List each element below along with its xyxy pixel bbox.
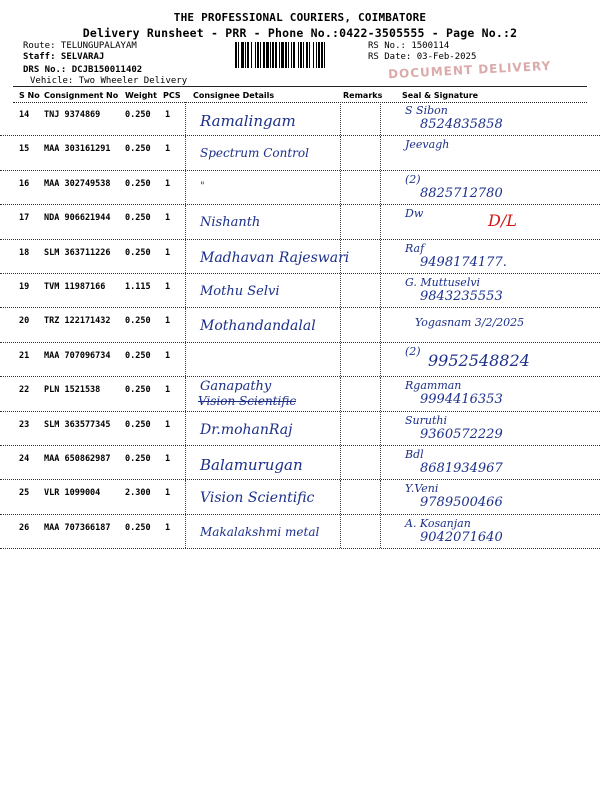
col-divider [380, 515, 381, 548]
col-sno-header: S No [19, 91, 40, 100]
row-sno: 16 [19, 178, 30, 189]
route-label: Route: TELUNGUPALAYAM [23, 41, 137, 51]
row-signature: Jeevagh [405, 138, 450, 152]
runsheet-table [0, 102, 600, 549]
row-consignment-no: PLN 1521538 [44, 385, 101, 396]
row-sno: 17 [19, 213, 30, 224]
row-sno: 24 [19, 453, 30, 464]
row-signature: (2) [405, 172, 421, 186]
col-divider [185, 205, 186, 238]
col-divider [380, 446, 381, 479]
row-weight: 0.250 [125, 110, 151, 120]
row-consignment-no: NDA 906621944 [44, 213, 111, 224]
col-divider [340, 515, 341, 548]
table-row [0, 102, 600, 136]
row-signature: Suruthi [405, 413, 447, 427]
row-consignee-handwritten: Ramalingam [200, 112, 296, 130]
row-consignee-handwritten: Mothu Selvi [200, 283, 280, 299]
company-title: THE PROFESSIONAL COURIERS, COIMBATORE [173, 11, 427, 24]
row-pcs: 1 [165, 488, 171, 499]
table-row [0, 343, 600, 377]
col-weight-header: Weight [125, 91, 157, 100]
col-divider [380, 343, 381, 376]
row-signature: Raf [405, 241, 425, 255]
row-sno: 15 [19, 144, 30, 155]
col-divider [185, 102, 186, 135]
col-divider [340, 377, 341, 410]
drs-number: DRS No.: DCJB150011402 [23, 65, 143, 75]
row-consignment-no: MAA 707096734 [44, 350, 111, 361]
row-weight: 2.300 [125, 488, 151, 499]
row-consignment-no: MAA 650862987 [44, 453, 111, 464]
col-divider [340, 412, 341, 445]
row-signature: Rgamman [405, 379, 462, 393]
col-divider [340, 446, 341, 479]
row-consignment-no: MAA 302749538 [44, 178, 111, 189]
row-consignee-handwritten: Ganapathy [200, 379, 272, 395]
row-pcs: 1 [165, 419, 171, 430]
row-pcs: 1 [165, 316, 171, 327]
row-weight: 1.115 [125, 281, 151, 292]
col-divider [185, 446, 186, 479]
col-divider [185, 412, 186, 445]
row-pcs: 1 [165, 453, 171, 464]
col-divider [380, 480, 381, 513]
row-signature-phone: D/L [488, 211, 517, 231]
row-consignment-no: TRZ 122171432 [44, 316, 111, 327]
table-row [0, 136, 600, 170]
row-consignee-handwritten: Vision Scientific [200, 490, 315, 507]
row-consignment-no: VLR 1099004 [44, 488, 101, 499]
col-divider [340, 102, 341, 135]
row-consignee-handwritten: " [200, 180, 205, 192]
row-weight: 0.250 [125, 453, 151, 464]
row-pcs: 1 [165, 350, 171, 361]
col-divider [340, 343, 341, 376]
col-divider [380, 136, 381, 169]
row-sno: 20 [19, 316, 30, 327]
col-divider [185, 274, 186, 307]
row-weight: 0.250 [125, 247, 151, 258]
row-consignment-no: SLM 363711226 [44, 247, 111, 258]
runsheet-subtitle: Delivery Runsheet - PRR - Phone No.:0422-3505555 - Page No.:2 [82, 26, 518, 40]
col-signature-header: Seal & Signature [402, 91, 479, 100]
col-consignment-header: Consignment No [44, 91, 119, 100]
row-signature-phone: 9843235553 [420, 288, 503, 304]
table-row [0, 515, 600, 549]
col-divider [380, 171, 381, 204]
staff-label: Staff: SELVARAJ [23, 52, 105, 62]
row-signature: G. Muttuselvi [405, 275, 481, 289]
row-pcs: 1 [165, 144, 171, 155]
table-row [0, 377, 600, 411]
col-divider [185, 377, 186, 410]
rs-date: RS Date: 03-Feb-2025 [368, 52, 477, 62]
row-pcs: 1 [165, 213, 171, 224]
col-divider [340, 136, 341, 169]
row-consignee-handwritten: Spectrum Control [200, 146, 309, 161]
row-consignee-handwritten: Nishanth [200, 215, 261, 231]
row-pcs: 1 [165, 247, 171, 258]
col-divider [185, 240, 186, 273]
col-divider [340, 308, 341, 341]
row-consignee-struck: Vision Scientific [198, 394, 297, 409]
table-row [0, 412, 600, 446]
col-consignee-header: Consignee Details [193, 91, 275, 100]
table-row [0, 240, 600, 274]
col-divider [380, 377, 381, 410]
row-signature: A. Kosanjan [405, 516, 471, 530]
row-consignee-handwritten: Madhavan Rajeswari [200, 249, 350, 266]
row-signature-phone: 8825712780 [420, 185, 503, 201]
table-row [0, 274, 600, 308]
vehicle-label: Vehicle: Two Wheeler Delivery [30, 76, 188, 86]
col-divider [185, 480, 186, 513]
col-remarks-header: Remarks [343, 91, 383, 100]
row-pcs: 1 [165, 110, 171, 120]
row-signature: (2) [405, 344, 421, 358]
row-pcs: 1 [165, 385, 171, 396]
row-signature-phone: 8524835858 [420, 117, 503, 132]
row-consignment-no: MAA 303161291 [44, 144, 111, 155]
col-divider [185, 308, 186, 341]
row-sno: 25 [19, 488, 30, 499]
row-consignment-no: TVM 11987166 [44, 281, 106, 292]
row-weight: 0.250 [125, 385, 151, 396]
col-divider [185, 136, 186, 169]
col-divider [185, 343, 186, 376]
row-signature-phone: 9952548824 [428, 350, 530, 370]
row-sno: 21 [19, 350, 30, 361]
rs-number: RS No.: 1500114 [368, 41, 450, 51]
row-consignment-no: TNJ 9374869 [44, 110, 101, 120]
row-signature: S Sibon [405, 104, 448, 117]
row-weight: 0.250 [125, 350, 151, 361]
row-signature: Y.Veni [405, 482, 439, 496]
row-pcs: 1 [165, 178, 171, 189]
col-divider [185, 171, 186, 204]
col-divider [380, 412, 381, 445]
row-sno: 23 [19, 419, 30, 430]
row-signature: Bdl [405, 447, 424, 461]
row-weight: 0.250 [125, 522, 151, 533]
row-sno: 26 [19, 522, 30, 533]
row-pcs: 1 [165, 281, 171, 292]
row-weight: 0.250 [125, 316, 151, 327]
col-divider [380, 308, 381, 341]
row-sno: 22 [19, 385, 30, 396]
row-signature: Yogasnam 3/2/2025 [415, 316, 525, 330]
row-signature-phone: 9789500466 [420, 495, 503, 511]
row-signature-phone: 9042071640 [420, 529, 503, 545]
row-weight: 0.250 [125, 213, 151, 224]
row-signature-phone: 9498174177. [420, 254, 507, 270]
col-pcs-header: PCS [163, 91, 181, 100]
row-consignee-handwritten: Balamurugan [200, 455, 303, 474]
row-sno: 14 [19, 110, 30, 120]
row-weight: 0.250 [125, 178, 151, 189]
row-consignment-no: MAA 707366187 [44, 522, 111, 533]
col-divider [340, 171, 341, 204]
table-row [0, 308, 600, 342]
col-divider [185, 515, 186, 548]
row-consignment-no: SLM 363577345 [44, 419, 111, 430]
row-consignee-handwritten: Makalakshmi metal [200, 524, 320, 539]
header-rule [13, 86, 587, 87]
col-divider [380, 274, 381, 307]
row-weight: 0.250 [125, 419, 151, 430]
row-weight: 0.250 [125, 144, 151, 155]
col-divider [380, 205, 381, 238]
row-signature-phone: 9360572229 [420, 426, 503, 442]
barcode-image [235, 42, 361, 68]
col-divider [380, 240, 381, 273]
col-divider [380, 102, 381, 135]
col-divider [340, 205, 341, 238]
row-consignee-handwritten: Mothandandalal [200, 318, 316, 335]
row-signature-phone: 8681934967 [420, 460, 503, 476]
table-row [0, 171, 600, 205]
table-row [0, 446, 600, 480]
row-pcs: 1 [165, 522, 171, 533]
table-row [0, 205, 600, 239]
row-sno: 19 [19, 281, 30, 292]
row-signature: Dw [405, 207, 424, 221]
col-divider [340, 274, 341, 307]
row-signature-phone: 9994416353 [420, 392, 503, 408]
col-divider [340, 480, 341, 513]
row-consignee-handwritten: Dr.mohanRaj [200, 421, 293, 438]
row-sno: 18 [19, 247, 30, 258]
document-delivery-stamp: DOCUMENT DELIVERY [387, 58, 552, 82]
table-row [0, 480, 600, 514]
